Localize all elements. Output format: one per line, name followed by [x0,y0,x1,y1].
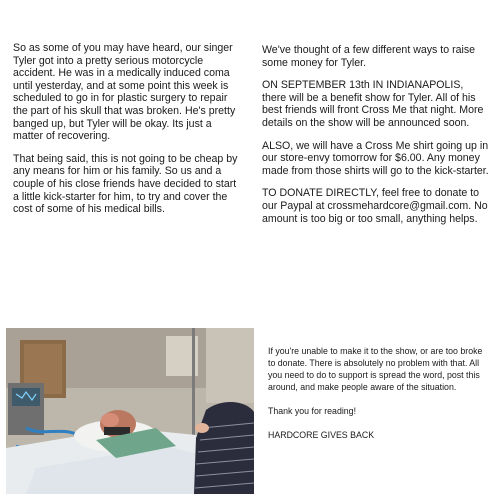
slogan: HARDCORE GIVES BACK [268,430,375,440]
shirt-paragraph: ALSO, we will have a Cross Me shirt going up in our store-envy tomorrow for $6.00. Any money made from those shirts will go to the kick-starter. [262,139,489,177]
accident-paragraph: So as some of you may have heard, our singer Tyler got into a pretty serious motorcycle accident. He was in a medically induced coma until yesterday, and at some point this week is scheduled to go in for plastic surgery to repair the part of his skull that was broken. He's pretty banged up, but Tyler will be okay. Its just a matter of recovering. [13,42,236,143]
benefit-show-paragraph: ON SEPTEMBER 13th IN INDIANAPOLIS, there will be a benefit show for Tyler. All of his best friends will front Cross Me that night. More details on the show will be announced soon. [262,79,484,129]
intro-column [13,42,241,226]
kickstarter-paragraph: That being said, this is not going to be cheap by any means for him or his family. So us and a couple of his close friends have decided to start a little kick-starter for him, to try and cover the cost of some of his medical bills. [13,152,238,216]
fundraising-column [262,44,490,235]
donate-paragraph: TO DONATE DIRECTLY, feel free to donate to our Paypal at crossmehardcore@gmail.com. No amount is too big or too small, anything helps. [262,187,488,225]
ways-paragraph: We've thought of a few different ways to raise some money for Tyler. [262,44,476,69]
hospital-photo [6,328,254,494]
support-column [268,345,486,453]
thanks-paragraph: Thank you for reading! [268,406,357,416]
spread-word-paragraph: If you're unable to make it to the show, or are too broke to donate. There is absolutely no problem with that. All you need to do to support is spread the word, post this around, and make people aware of the situation. [268,346,483,392]
